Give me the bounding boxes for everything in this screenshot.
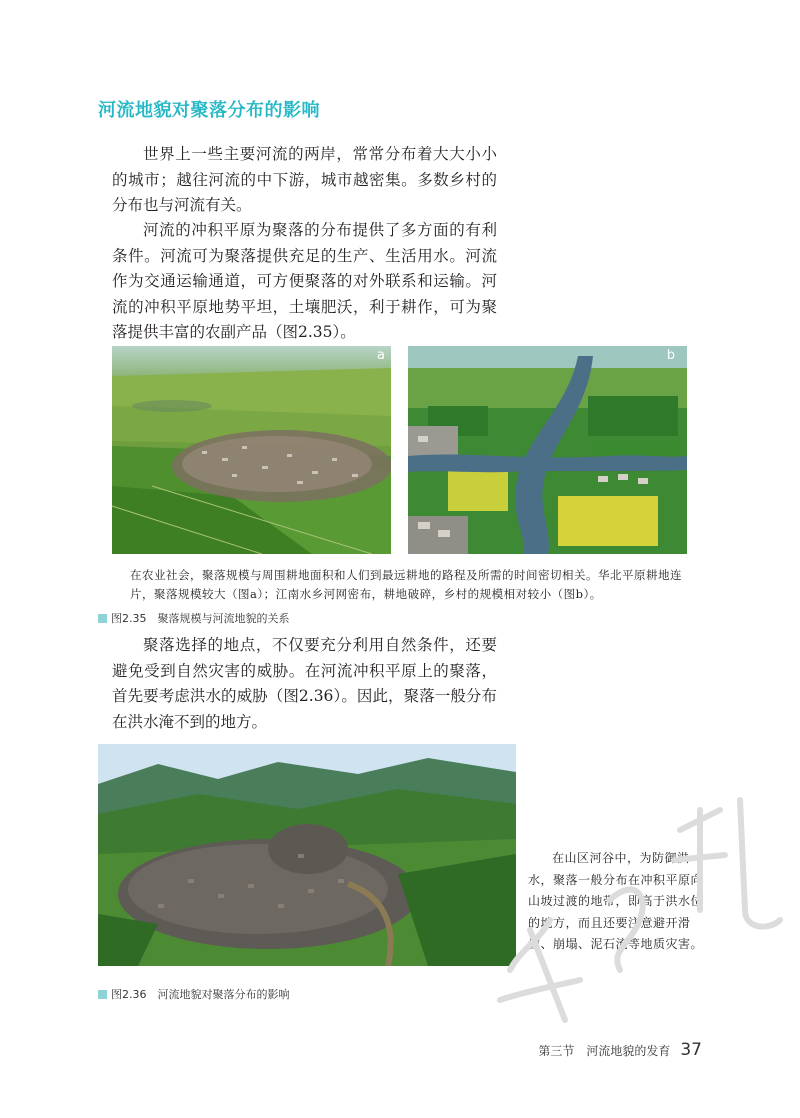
paragraph-3: 聚落选择的地点，不仅要充分利用自然条件，还要避免受到自然灾害的威胁。在河流冲积平原上的聚落，首先要考虑洪水的威胁（图2.36）。因此，聚落一般分布在洪水淹不到的地方。 xyxy=(112,636,497,731)
figure-235-label: 图2.35 聚落规模与河流地貌的关系 xyxy=(98,610,290,626)
panel-b-letter: b xyxy=(666,348,675,363)
photo-mountain-valley-village xyxy=(98,744,516,966)
figure-236-label: 图2.36 河流地貌对聚落分布的影响 xyxy=(98,986,290,1002)
photo-jiangnan-water-town xyxy=(408,346,687,554)
label-marker xyxy=(98,990,107,999)
page-footer xyxy=(538,1040,702,1060)
label-marker xyxy=(98,614,107,623)
paragraph-2: 河流的冲积平原为聚落的分布提供了多方面的有利条件。河流可为聚落提供充足的生产、生活用水。河流作为交通运输通道，可方便聚落的对外联系和运输。河流的冲积平原地势平坦，土壤肥沃，利于耕作，可为聚落提供丰富的农副产品（图2.35）。 xyxy=(112,221,497,341)
figure-236-side-note: 在山区河谷中，为防御洪水，聚落一般分布在冲积平原向山坡过渡的地带，即高于洪水位的地方，而且还要注意避开滑坡、崩塌、泥石流等地质灾害。 xyxy=(528,851,704,951)
paragraph-1: 世界上一些主要河流的两岸，常常分布着大大小小的城市；越往河流的中下游，城市越密集。多数乡村的分布也与河流有关。 xyxy=(112,145,497,214)
figure-235-caption: 在农业社会，聚落规模与周围耕地面积和人们到最远耕地的路程及所需的时间密切相关。华北平原耕地连片，聚落规模较大（图a）；江南水乡河网密布，耕地破碎，乡村的规模相对较小（图b）。 xyxy=(130,568,682,601)
section-heading: 河流地貌对聚落分布的影响 xyxy=(98,100,320,121)
photo-north-china-plain xyxy=(112,346,391,554)
panel-a-letter: a xyxy=(377,348,385,363)
page-number: 37 xyxy=(680,1040,702,1060)
footer-section: 第三节 河流地貌的发育 xyxy=(538,1044,671,1058)
